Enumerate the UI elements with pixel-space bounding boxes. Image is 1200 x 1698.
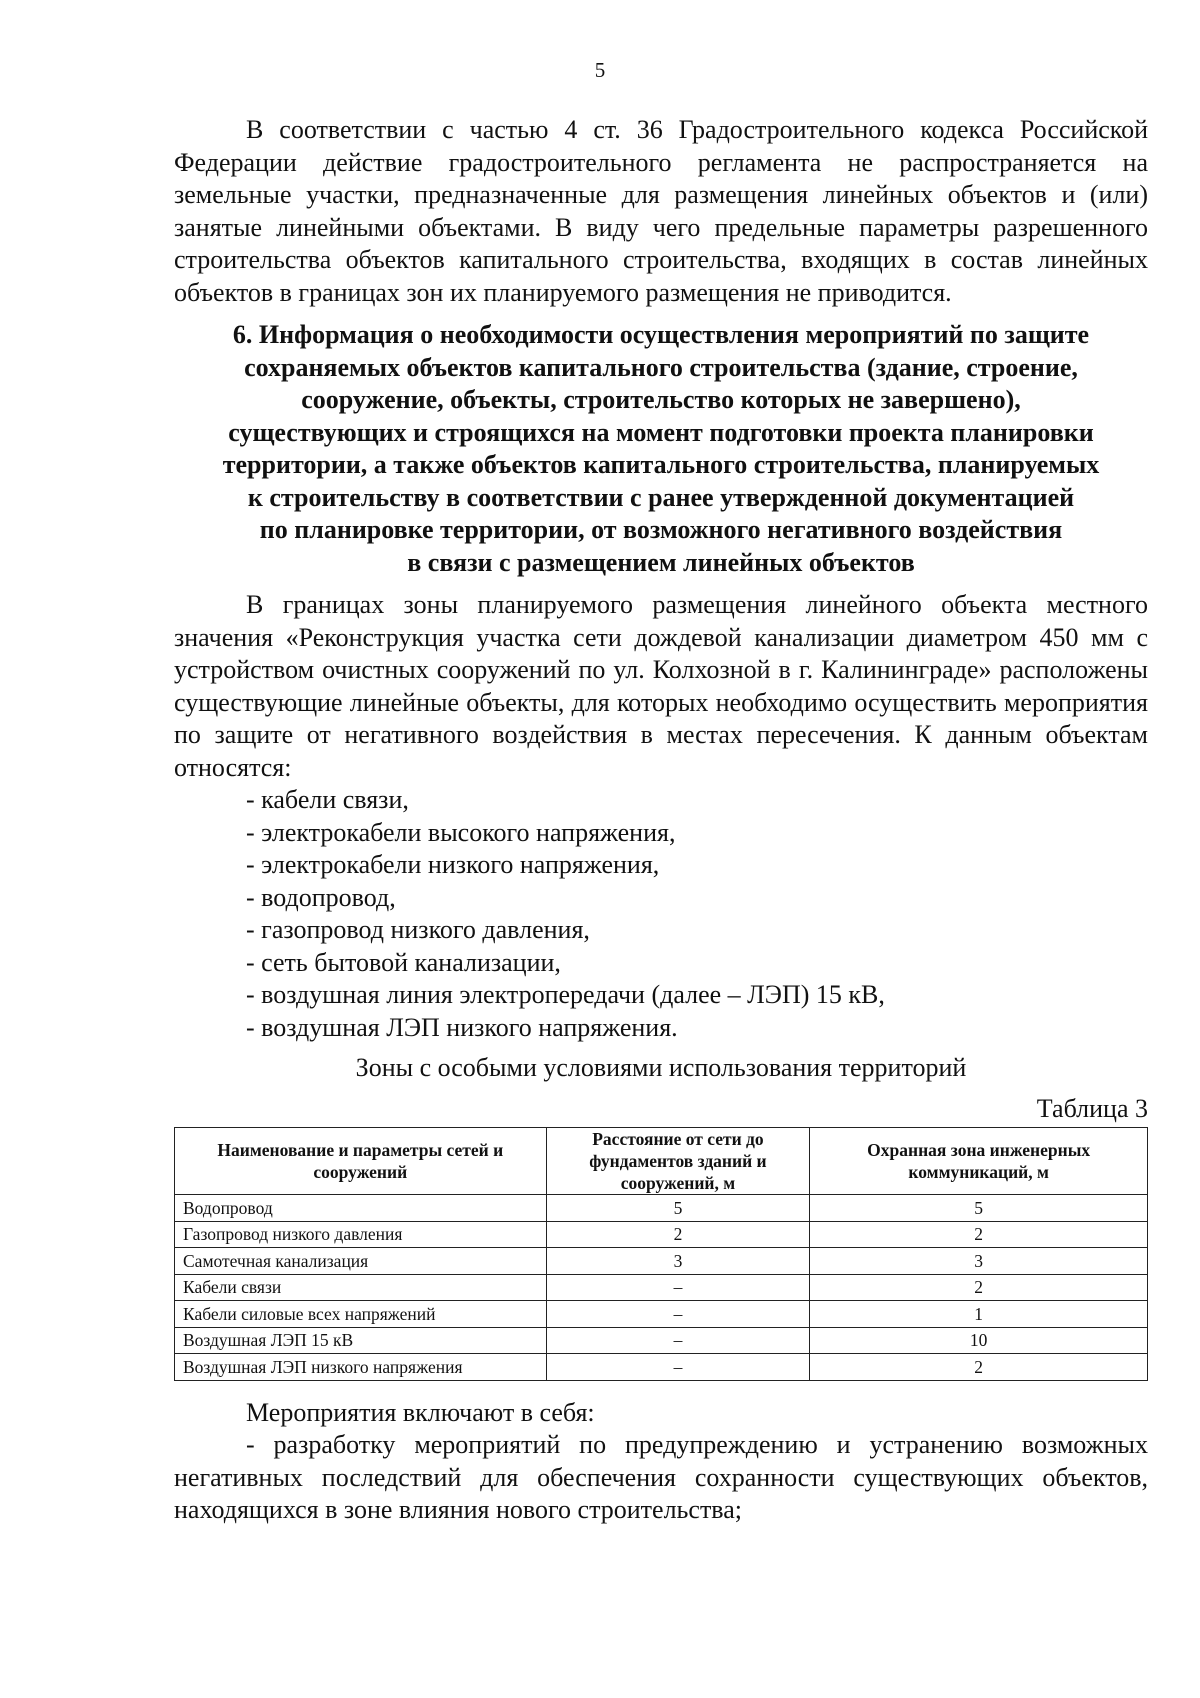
section-heading (174, 319, 1148, 579)
list-item: - электрокабели высокого напряжения, (246, 817, 676, 847)
table-cell: Кабели связи (175, 1274, 547, 1301)
list-item: - воздушная линия электропередачи (далее – ЛЭП) 15 кВ, (246, 980, 885, 1009)
table-cell: Самотечная канализация (175, 1248, 547, 1275)
list-item: - сеть бытовой канализации, (246, 947, 561, 977)
table-cell: – (546, 1274, 810, 1301)
zones-table (174, 1127, 1148, 1381)
table-caption: Зоны с особыми условиями использования территорий (355, 1053, 967, 1082)
table-cell: 10 (810, 1327, 1148, 1354)
table-cell: 2 (810, 1354, 1148, 1381)
heading-line: сооружение, объекты, строительство которых не завершено), (301, 385, 1021, 414)
list-item: - водопровод, (246, 882, 396, 912)
table-cell: Кабели силовые всех напряжений (175, 1301, 547, 1328)
list-item: - газопровод низкого давления, (246, 915, 590, 944)
heading-line: сохраняемых объектов капитального строительства (здание, строение, (244, 352, 1078, 382)
table-cell: – (546, 1301, 810, 1328)
paragraph-objects-intro: В границах зоны планируемого размещения линейного объекта местного значения «Реконструкция участка сети дождевой канализации диаметром 450 мм с устройством очистных сооружений по ул. Колхозной в г. Калининграде» расположены существующие линейные объекты, для которых необходимо осуществить мероприятия по защите от негативного воздействия в местах пересечения. К данным объектам относятся: (174, 590, 1148, 782)
objects-list (174, 784, 1148, 1044)
list-item: - электрокабели низкого напряжения, (246, 850, 660, 879)
table-cell: 2 (810, 1274, 1148, 1301)
page-content (174, 114, 1148, 1527)
measures-intro: Мероприятия включают в себя: (246, 1397, 595, 1427)
table-label: Таблица 3 (1036, 1093, 1148, 1123)
table-row (175, 1327, 1148, 1354)
table-cell: 5 (810, 1195, 1148, 1222)
list-item: - воздушная ЛЭП низкого напряжения. (246, 1012, 678, 1042)
heading-line: по планировке территории, от возможного негативного воздействия (259, 515, 1063, 544)
table-row (175, 1354, 1148, 1381)
table-cell: – (546, 1327, 810, 1354)
table-cell: 2 (810, 1221, 1148, 1248)
heading-line: к строительству в соответствии с ранее утвержденной документацией (247, 482, 1075, 512)
list-item: - кабели связи, (246, 785, 409, 814)
table-cell: Водопровод (175, 1195, 547, 1222)
page-number: 5 (594, 58, 606, 82)
paragraph-regulation: В соответствии с частью 4 ст. 36 Градостроительного кодекса Российской Федерации действие градостроительного регламента не распространяется на земельные участки, предназначенные для размещения линейных объектов и (или) занятые линейными объектами. В виду чего предельные параметры разрешенного строительства объектов капитального строительства, входящих в состав линейных объектов в границах зон их планируемого размещения не приводится. (174, 115, 1148, 307)
table-cell: 2 (546, 1221, 810, 1248)
table-cell: Газопровод низкого давления (175, 1221, 547, 1248)
table-cell: 3 (546, 1248, 810, 1275)
header-cell: Наименование и параметры сетей и сооружений (175, 1128, 547, 1195)
heading-line: в связи с размещением линейных объектов (407, 547, 915, 577)
table-header-row (175, 1128, 1148, 1195)
heading-line: территории, а также объектов капитального строительства, планируемых (222, 450, 1100, 479)
table-row (175, 1301, 1148, 1328)
measures-item: - разработку мероприятий по предупреждению и устранению возможных негативных последствий для обеспечения сохранности существующих объектов, находящихся в зоне влияния нового строительства; (174, 1430, 1148, 1524)
heading-line: 6. Информация о необходимости осуществления мероприятий по защите (232, 320, 1090, 349)
header-cell: Охранная зона инженерных коммуникаций, м (810, 1128, 1148, 1195)
table-cell: Воздушная ЛЭП 15 кВ (175, 1327, 547, 1354)
table-row (175, 1195, 1148, 1222)
table-cell: 3 (810, 1248, 1148, 1275)
table-row (175, 1274, 1148, 1301)
heading-line: существующих и строящихся на момент подготовки проекта планировки (228, 417, 1094, 447)
table-cell: 5 (546, 1195, 810, 1222)
table-cell: – (546, 1354, 810, 1381)
table-cell: Воздушная ЛЭП низкого напряжения (175, 1354, 547, 1381)
table-row (175, 1248, 1148, 1275)
table-row (175, 1221, 1148, 1248)
header-cell: Расстояние от сети до фундаментов зданий и сооружений, м (546, 1128, 810, 1195)
table-cell: 1 (810, 1301, 1148, 1328)
